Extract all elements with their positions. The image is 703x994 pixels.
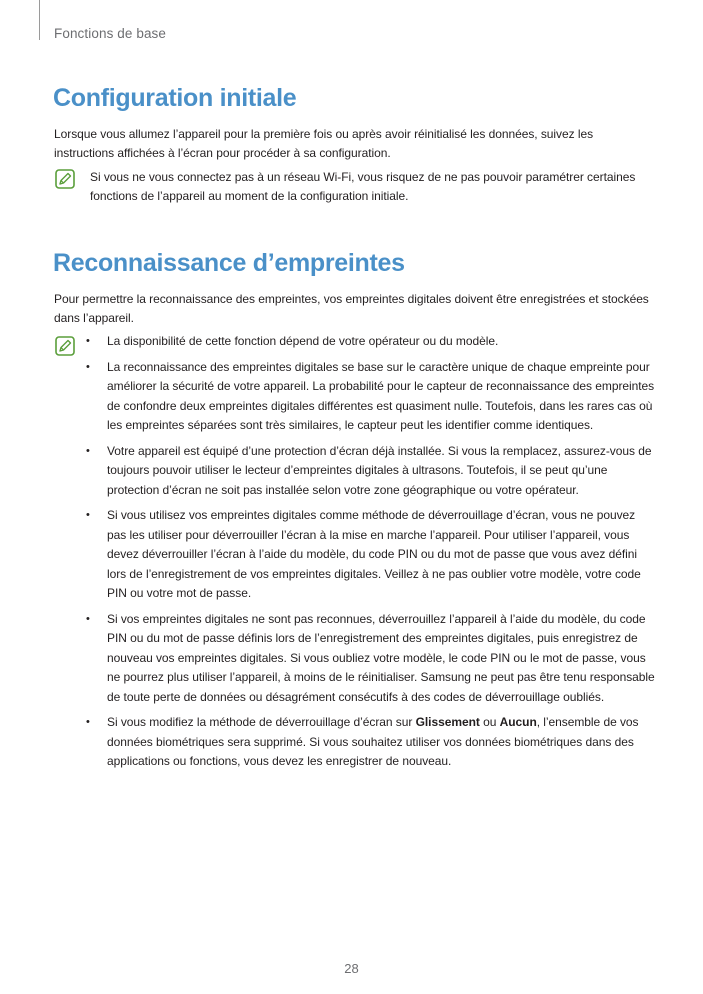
bullet-marker: •: [86, 360, 90, 373]
note-pencil-icon: [55, 169, 75, 189]
list-item: [86, 610, 656, 708]
option-aucun: Aucun: [499, 715, 537, 729]
list-item: [86, 506, 656, 604]
bullet-marker: •: [86, 612, 90, 625]
bullet-text: La disponibilité de cette fonction dépend de votre opérateur ou du modèle.: [107, 334, 499, 348]
header-rule: [39, 0, 40, 40]
bullet-text-lead: Si vous modifiez la méthode de déverrouillage d’écran sur: [107, 715, 416, 729]
configuration-intro: Lorsque vous allumez l’appareil pour la première fois ou après avoir réinitialisé les données, suivez les instructions affichées à l’écran pour procéder à sa configuration.: [54, 127, 594, 160]
list-item: [86, 442, 656, 501]
bullet-text: Votre appareil est équipé d’une protection d’écran déjà installée. Si vous la remplacez, assurez-vous de toujours pouvoir utiliser le lecteur d’empreintes digitales à ultrasons. Toutefois, il se peut qu’une protection d’écran ne soit pas installée selon votre zone géographique ou votre opérateur.: [107, 443, 652, 497]
list-item: [86, 358, 656, 436]
note-pencil-icon: [55, 336, 75, 356]
page-number: 28: [344, 961, 359, 976]
bullet-text-joiner: ou: [479, 715, 500, 729]
bullet-marker: •: [86, 444, 90, 457]
section-title-configuration: Configuration initiale: [53, 84, 297, 112]
bullet-text: La reconnaissance des empreintes digitales se base sur le caractère unique de chaque empreinte pour améliorer la sécurité de votre appareil. La probabilité pour le capteur de reconnaissance des empreintes de confondre deux empreintes digitales différentes est quasiment nulle. Toutefois, dans les rares cas où les empreintes séparées sont très similaires, le capteur peut les identifier comme identiques.: [107, 359, 655, 432]
bullet-text: Si vos empreintes digitales ne sont pas reconnues, déverrouillez l’appareil à l’aide du modèle, du code PIN ou du mot de passe définis lors de l’enregistrement des empreintes digitales, puis enregistrez de nouveau vos empreintes digitales. Si vous oubliez votre modèle, le code PIN ou le mot de passe, vous ne pourrez plus utiliser l’appareil, à moins de le réinitialiser. Samsung ne peut pas être tenu responsable de toute perte de données ou désagrément consécutifs à des codes de déverrouillage oubliés.: [107, 611, 655, 704]
bullet-marker: •: [86, 716, 90, 728]
option-glissement: Glissement: [415, 715, 480, 729]
configuration-note: Si vous ne vous connectez pas à un réseau Wi-Fi, vous risquez de ne pas pouvoir paramétrer certaines fonctions de l’appareil au moment de la configuration initiale.: [90, 170, 636, 203]
list-item: [86, 332, 656, 352]
list-item: [86, 713, 656, 772]
bullet-marker: •: [86, 335, 90, 347]
running-header: Fonctions de base: [54, 26, 167, 41]
bullet-text-tail: , l’ensemble de vos données biométriques sera supprimé. Si vous souhaitez utiliser vos données biométriques dans des applications ou fonctions, vous devez les enregistrer de nouveau.: [107, 715, 639, 768]
section-title-fingerprint: Reconnaissance d’empreintes: [53, 249, 405, 277]
bullet-text: Si vous utilisez vos empreintes digitales comme méthode de déverrouillage d’écran, vous ne pouvez pas les utiliser pour déverrouiller l’écran à la mise en marche l’appareil. Pour utiliser l’appareil, vous devez déverrouiller l’écran à l’aide du modèle, du code PIN ou du mot de passe que vous avez défini lors de l’enregistrement de vos empreintes digitales. Veillez à ne pas oublier votre modèle, votre code PIN ou votre mot de passe.: [107, 508, 641, 600]
fingerprint-notes-list: [86, 332, 656, 778]
fingerprint-intro: Pour permettre la reconnaissance des empreintes, vos empreintes digitales doivent être enregistrées et stockées dans l’appareil.: [54, 292, 649, 325]
bullet-marker: •: [86, 509, 90, 521]
